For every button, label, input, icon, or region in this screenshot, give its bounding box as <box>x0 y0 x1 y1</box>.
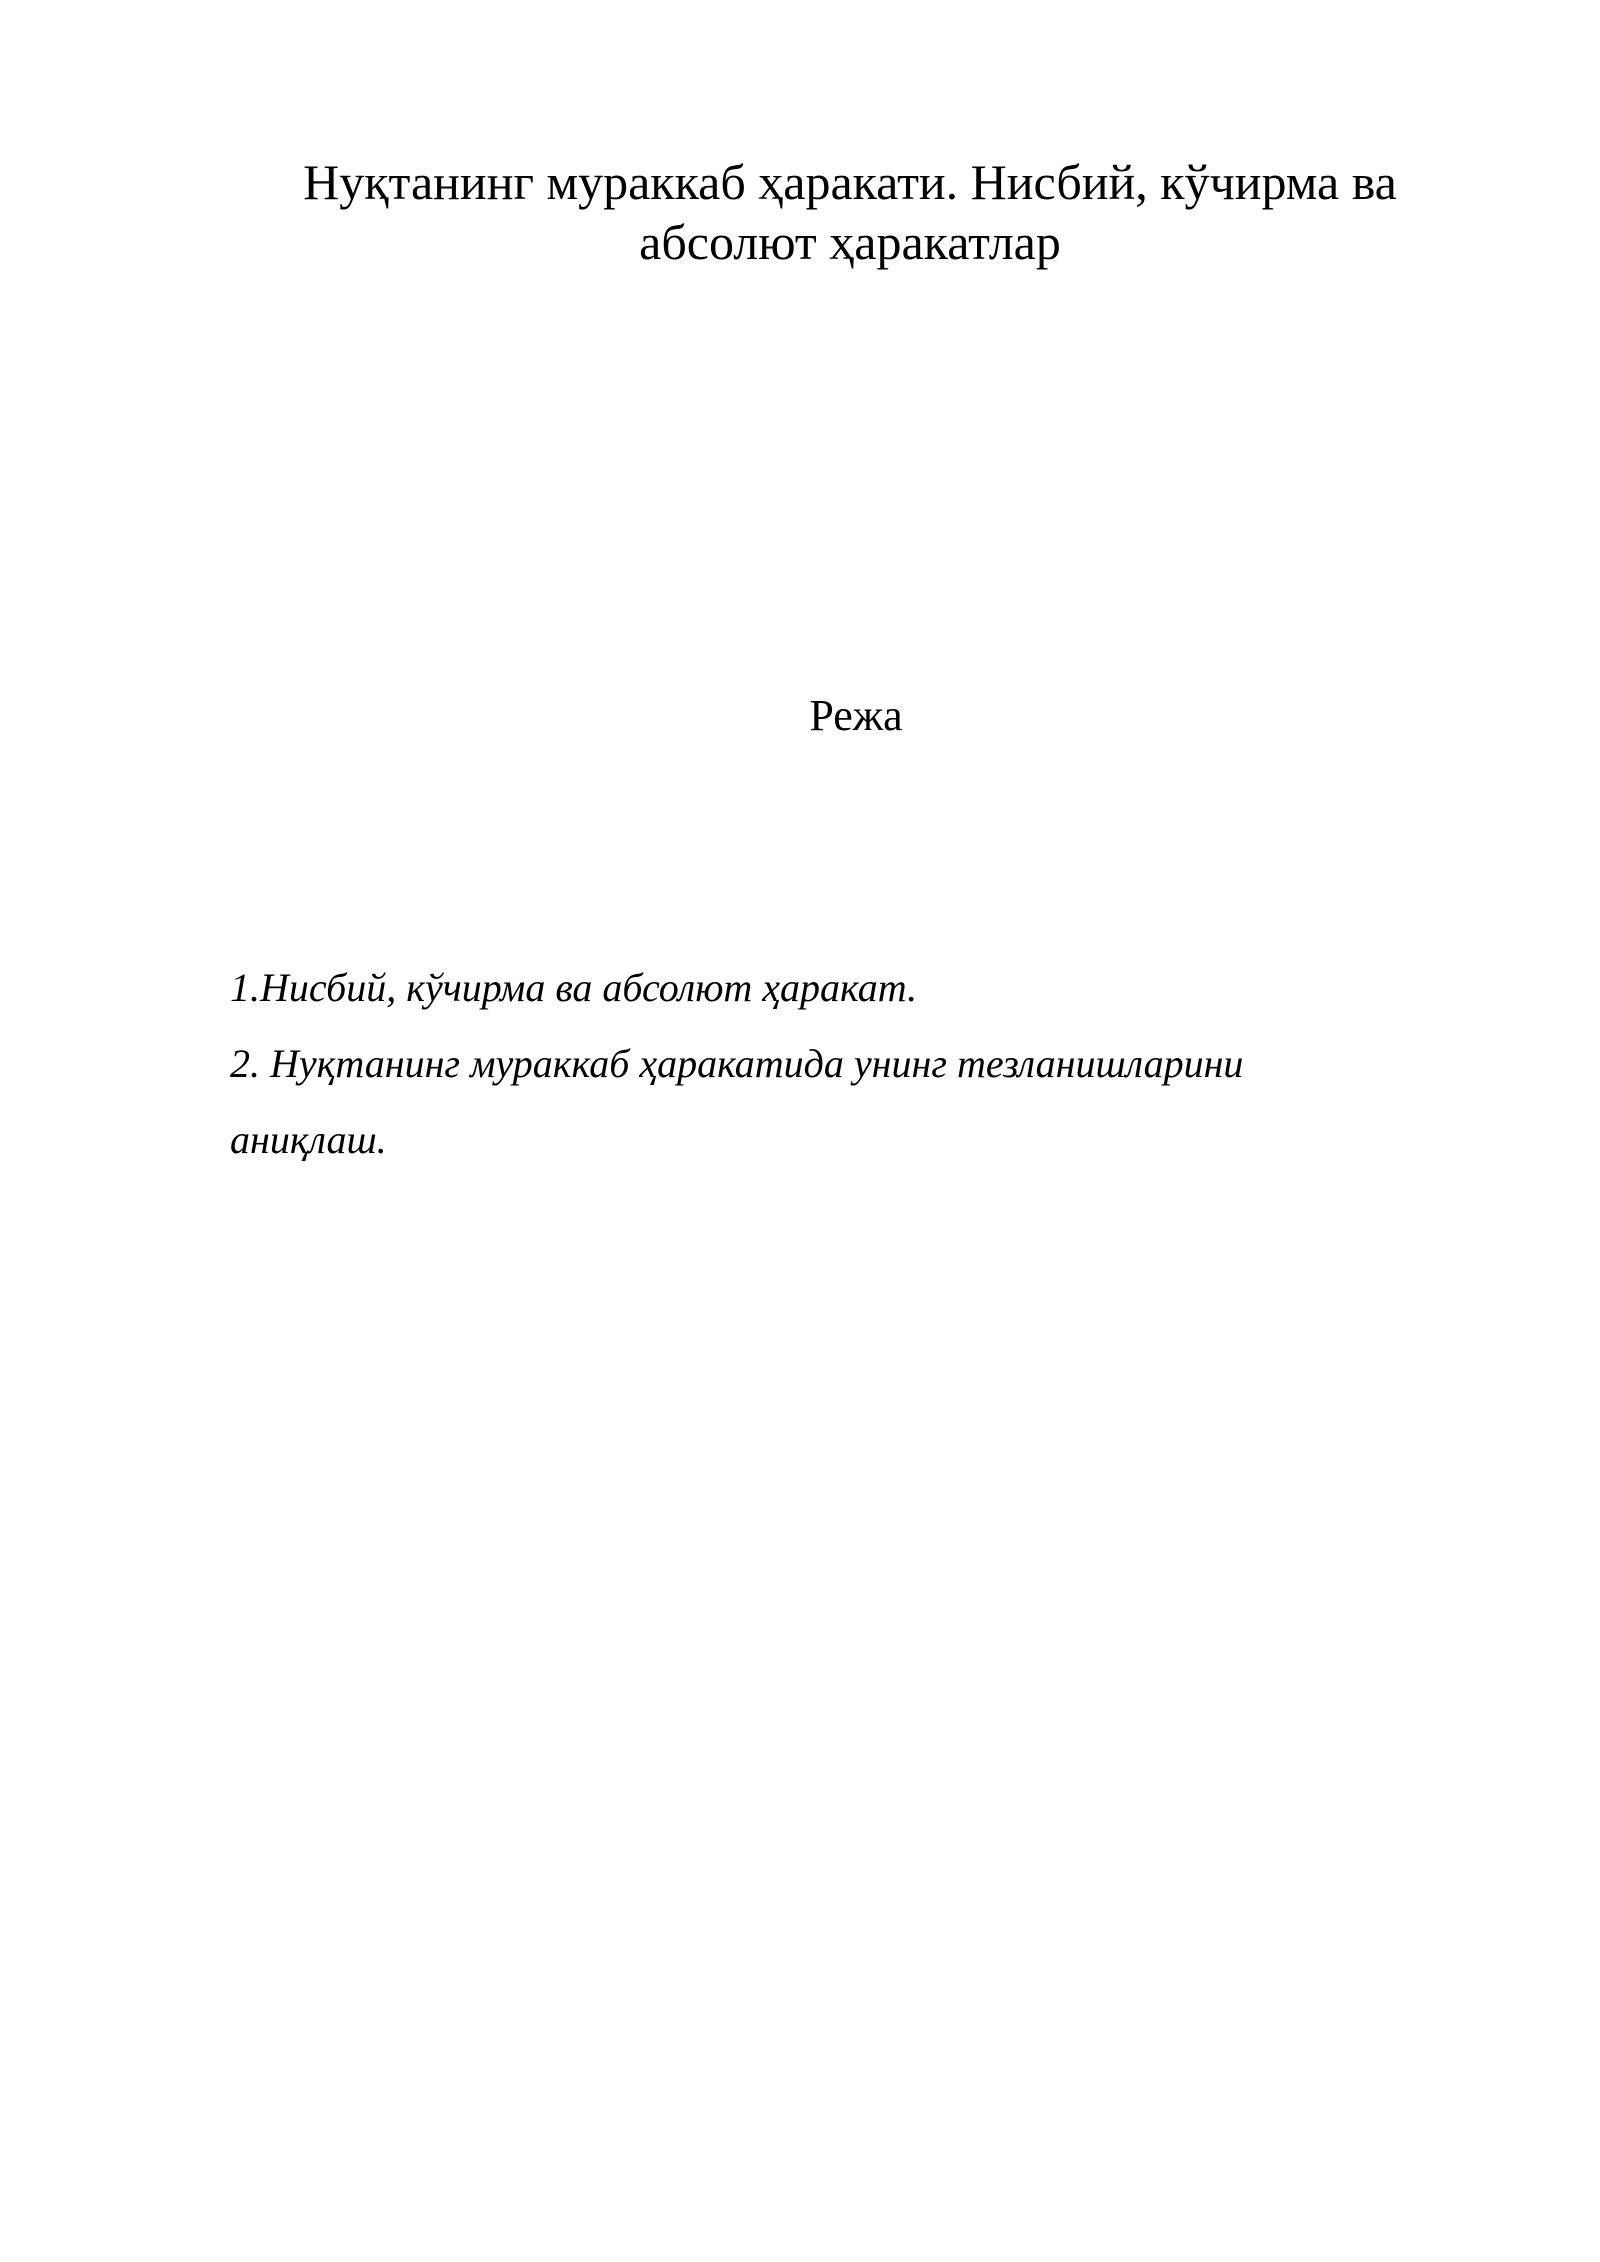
plan-item-1: 1.Нисбий, кўчирма ва абсолют ҳаракат. <box>230 965 918 1010</box>
title-line-2: абсолют ҳаракатлар <box>639 214 1061 270</box>
page-title <box>200 152 1500 272</box>
plan-heading: Режа <box>809 691 903 740</box>
title-line-1: Нуқтанинг мураккаб ҳаракати. Нисбий, кўчирма ва <box>303 154 1397 210</box>
plan-item-2: 2. Нуқтанинг мураккаб ҳаракатида унинг тезланишларини <box>230 1041 1244 1086</box>
plan-item-2-continuation: аниқлаш. <box>230 1117 387 1162</box>
plan-list <box>230 950 1410 1178</box>
